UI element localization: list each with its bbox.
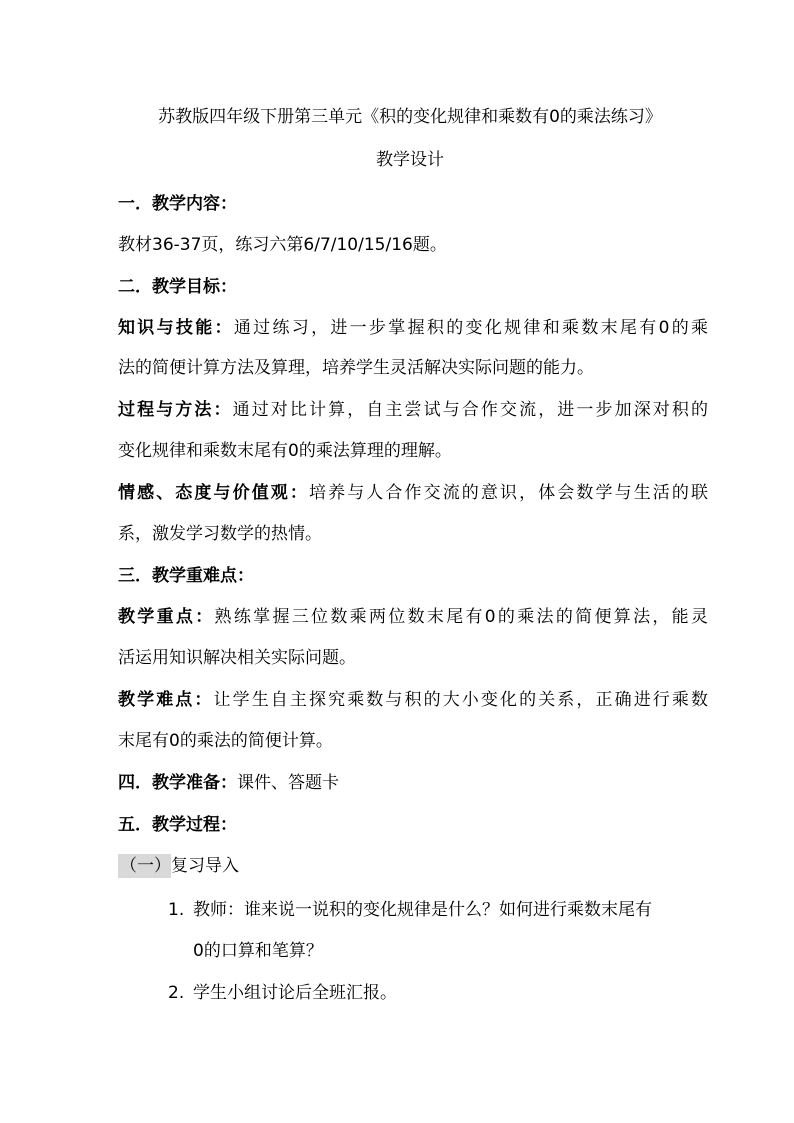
key-point-label: 教学重点： [118, 607, 215, 627]
goal-process-line1 [118, 398, 708, 422]
goal-attitude-text: 培养与人合作交流的意识，体会数学与生活的联 [309, 483, 708, 503]
goal-knowledge-line1 [118, 316, 708, 340]
preparation-text: 课件、答题卡 [237, 773, 339, 793]
process-subheading [118, 854, 708, 878]
document-subtitle: 教学设计 [376, 150, 444, 170]
goal-attitude-line1 [118, 481, 708, 505]
list-item-number: 2. [168, 983, 185, 1003]
list-item [168, 898, 708, 922]
key-point-line2: 活运用知识解决相关实际问题。 [118, 648, 356, 668]
goal-knowledge-text: 通过练习，进一步掌握积的变化规律和乘数末尾有0的乘 [233, 318, 708, 338]
section-heading-content: 一．教学内容： [118, 194, 237, 214]
content-text: 教材36-37页，练习六第6/7/10/15/16题。 [118, 235, 447, 255]
goal-process-text: 通过对比计算，自主尝试与合作交流，进一步加深对积的 [232, 400, 709, 420]
list-item [168, 981, 708, 1005]
goal-knowledge-label: 知识与技能： [118, 318, 234, 338]
goal-process-label: 过程与方法： [118, 400, 233, 420]
list-item-number: 1. [168, 900, 185, 920]
section-heading-goals: 二．教学目标： [118, 277, 237, 297]
section-heading-preparation: 四．教学准备： [118, 773, 237, 793]
key-point-text: 熟练掌握三位数乘两位数末尾有0的乘法的简便算法，能灵 [214, 607, 708, 627]
difficult-point-text: 让学生自主探究乘数与积的大小变化的关系，正确进行乘数 [213, 690, 708, 710]
section-heading-keypoints: 三．教学重难点： [118, 566, 254, 586]
subsection-title: 复习导入 [171, 856, 239, 876]
list-item-text: 学生小组讨论后全班汇报。 [193, 983, 397, 1003]
preparation-line [118, 771, 708, 795]
document-title: 苏教版四年级下册第三单元《积的变化规律和乘数有0的乘法练习》 [158, 107, 662, 127]
list-item-text: 教师：谁来说一说积的变化规律是什么？如何进行乘数末尾有 [193, 900, 652, 920]
key-point-line1 [118, 605, 708, 629]
goal-knowledge-line2: 法的简便计算方法及算理，培养学生灵活解决实际问题的能力。 [118, 358, 594, 378]
section-heading-process: 五．教学过程： [118, 815, 237, 835]
list-item-continuation: 0的口算和笔算？ [193, 941, 323, 961]
goal-process-line2: 变化规律和乘数末尾有0的乘法算理的理解。 [118, 441, 452, 461]
goal-attitude-line2: 系，激发学习数学的热情。 [118, 524, 322, 544]
difficult-point-line1 [118, 688, 708, 712]
subsection-marker: （一） [120, 856, 171, 876]
difficult-point-label: 教学难点： [118, 690, 214, 710]
difficult-point-line2: 末尾有0的乘法的简便计算。 [118, 731, 333, 751]
goal-attitude-label: 情感、态度与价值观： [118, 483, 309, 503]
